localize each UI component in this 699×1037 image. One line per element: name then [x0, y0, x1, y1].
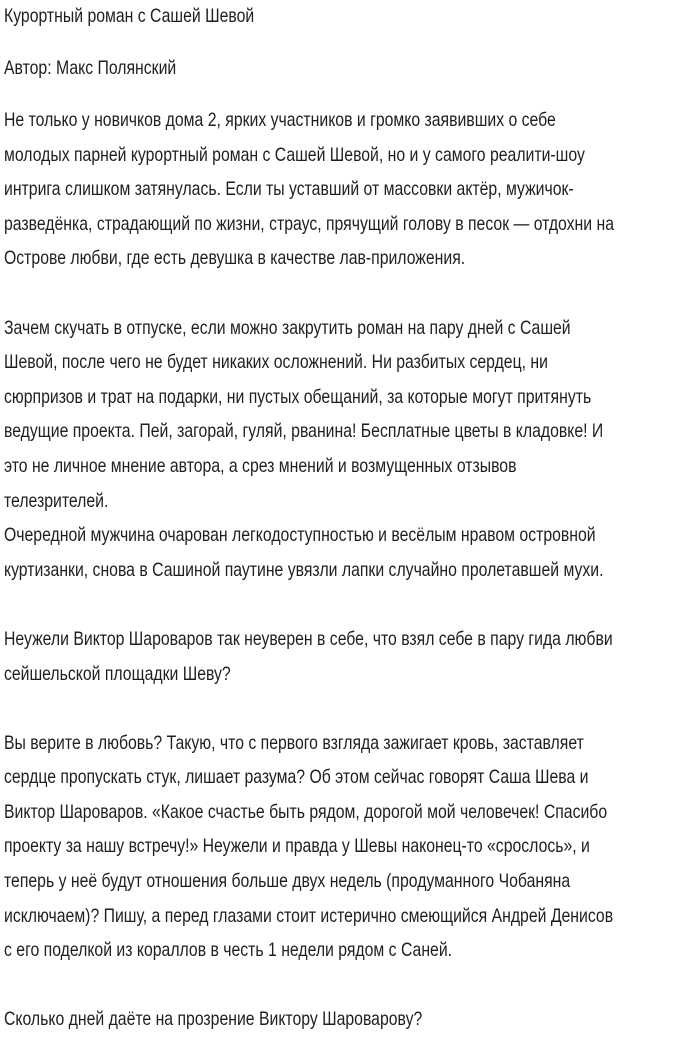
spacer: [4, 29, 699, 51]
text-line: разведёнка, страдающий по жизни, страус, прячущий голову в песок — отдохни на: [4, 212, 615, 235]
text-line: Сколько дней даёте на прозрение Виктору Шароварову?: [4, 1008, 423, 1031]
text-line: Шевой, после чего не будет никаких осложнений. Ни разбитых сердец, ни: [4, 351, 548, 374]
paragraph-gap: [4, 587, 699, 622]
spacer: [4, 85, 699, 103]
paragraph-gap: [4, 691, 699, 726]
text-line: молодых парней курортный роман с Сашей Шевой, но и у самого реалити-шоу: [4, 143, 585, 166]
paragraph-5: [4, 1002, 699, 1037]
paragraph-2: [4, 311, 699, 588]
text-line: проекту за нашу встречу!» Неужели и правда у Шевы наконец-то «срослось», и: [4, 835, 590, 858]
article-title: Курортный роман с Сашей Шевой: [4, 5, 255, 27]
article: [4, 0, 699, 1037]
text-line: исключаем)? Пишу, а перед глазами стоит истерично смеющийся Андрей Денисов: [4, 904, 614, 927]
text-line: Не только у новичков дома 2, ярких участников и громко заявивших о себе: [4, 109, 556, 131]
text-line: Острове любви, где есть девушка в качестве лав-приложения.: [4, 247, 466, 270]
text-line: сейшельской площадки Шеву?: [4, 662, 231, 685]
article-author: Автор: Макс Полянский: [4, 57, 177, 79]
text-line: телезрителей.: [4, 489, 109, 512]
paragraph-gap: [4, 968, 699, 1003]
text-line: интрига слишком затянулась. Если ты уставший от массовки актёр, мужичок-: [4, 178, 574, 201]
text-line: куртизанки, снова в Сашиной паутине увязли лапки случайно пролетавшей мухи.: [4, 558, 604, 581]
paragraph-gap: [4, 276, 699, 311]
text-line: Вы верите в любовь? Такую, что с первого взгляда зажигает кровь, заставляет: [4, 731, 584, 754]
text-line: сердце пропускать стук, лишает разума? Об этом сейчас говорят Саша Шева и: [4, 766, 589, 789]
paragraph-4: [4, 726, 699, 968]
paragraph-3: [4, 622, 699, 691]
text-line: Неужели Виктор Шароваров так неуверен в себе, что взял себе в пару гида любви: [4, 627, 613, 650]
text-line: теперь у неё будут отношения больше двух недель (продуманного Чобаняна: [4, 870, 571, 893]
text-line: сюрпризов и трат на подарки, ни пустых обещаний, за которые могут притянуть: [4, 385, 592, 408]
text-line: ведущие проекта. Пей, загорай, гуляй, рванина! Бесплатные цветы в кладовке! И: [4, 420, 604, 443]
paragraph-1: [4, 103, 699, 276]
text-line: Зачем скучать в отпуске, если можно закрутить роман на пару дней с Сашей: [4, 316, 571, 339]
text-line: с его поделкой из кораллов в честь 1 недели рядом с Саней.: [4, 939, 453, 962]
text-line: Очередной мужчина очарован легкодоступностью и весёлым нравом островной: [4, 524, 596, 547]
text-line: Виктор Шароваров. «Какое счастье быть рядом, дорогой мой человечек! Спасибо: [4, 800, 608, 823]
text-line: это не личное мнение автора, а срез мнений и возмущенных отзывов: [4, 454, 517, 477]
